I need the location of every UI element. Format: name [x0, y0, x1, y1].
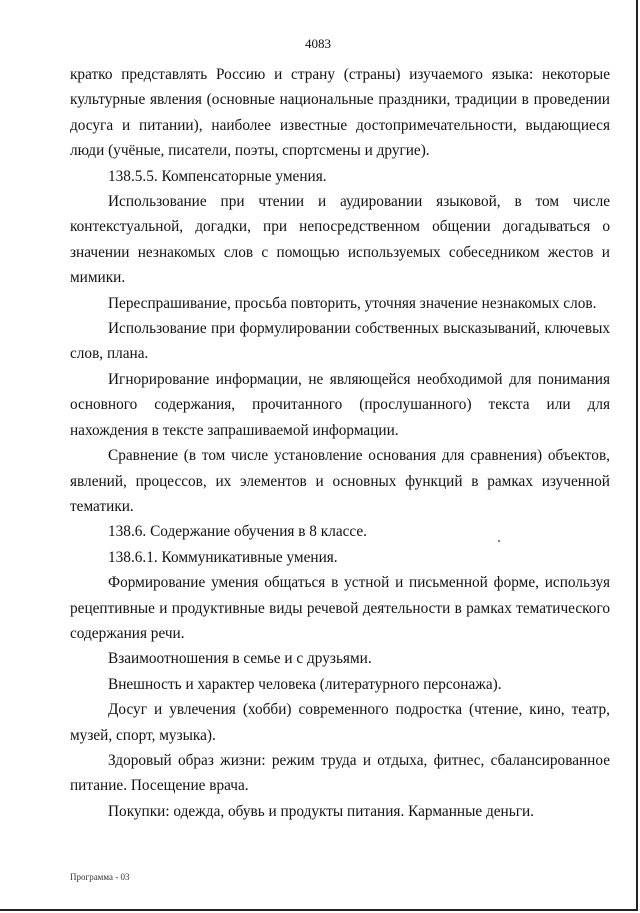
footer-program-label: Программа - 03: [70, 872, 130, 882]
topic-family-friends: Взаимоотношения в семье и с друзьями.: [108, 650, 372, 668]
paragraph-culture-continuation: кратко представлять Россию и страну (страны) изучаемого языка: некоторые культурные явления (основные национальные праздники, традиции в проведении досуга и питании), наиболее известные достопримечательности, выдающиеся люди (учёные, писатели, поэты, спортсмены и другие).: [70, 66, 610, 160]
scan-speck: [498, 540, 500, 542]
paragraph-asking-again: Переспрашивание, просьба повторить, уточняя значение незнакомых слов.: [108, 294, 597, 312]
topic-appearance-character: Внешность и характер человека (литературного персонажа).: [108, 675, 502, 693]
topic-shopping: Покупки: одежда, обувь и продукты питания. Карманные деньги.: [108, 802, 534, 820]
page-number: 4083: [305, 36, 331, 51]
body-text: [70, 62, 610, 824]
heading-compensatory-skills: 138.5.5. Компенсаторные умения.: [108, 167, 327, 185]
paragraph-communication-forming: Формирование умения общаться в устной и письменной форме, используя рецептивные и продуктивные виды речевой деятельности в рамках тематического содержания речи.: [70, 574, 610, 642]
topic-leisure-hobbies: Досуг и увлечения (хобби) современного подростка (чтение, кино, театр, музей, спорт, музыка).: [70, 701, 610, 744]
paragraph-comparison: Сравнение (в том числе установление основания для сравнения) объектов, явлений, процессов, их элементов и основных функций в рамках изученной тематики.: [70, 447, 610, 515]
topic-healthy-lifestyle: Здоровый образ жизни: режим труда и отдыха, фитнес, сбалансированное питание. Посещение врача.: [70, 751, 610, 795]
paragraph-keywords: Использование при формулировании собственных высказываний, ключевых слов, плана.: [70, 320, 610, 363]
paragraph-ignoring-info: Игнорирование информации, не являющейся необходимой для понимания основного содержания, прочитанного (прослушанного) текста или для нахождения в тексте запрашиваемой информации.: [70, 370, 610, 439]
heading-grade-8-content: 138.6. Содержание обучения в 8 классе.: [108, 523, 368, 541]
heading-communicative-skills: 138.6.1. Коммуникативные умения.: [108, 548, 338, 566]
paragraph-guessing: Использование при чтении и аудировании языковой, в том числе контекстуальной, догадки, при непосредственном общении догадываться о значении незнакомых слов с помощью используемых собеседником жестов и мимики.: [70, 193, 610, 287]
